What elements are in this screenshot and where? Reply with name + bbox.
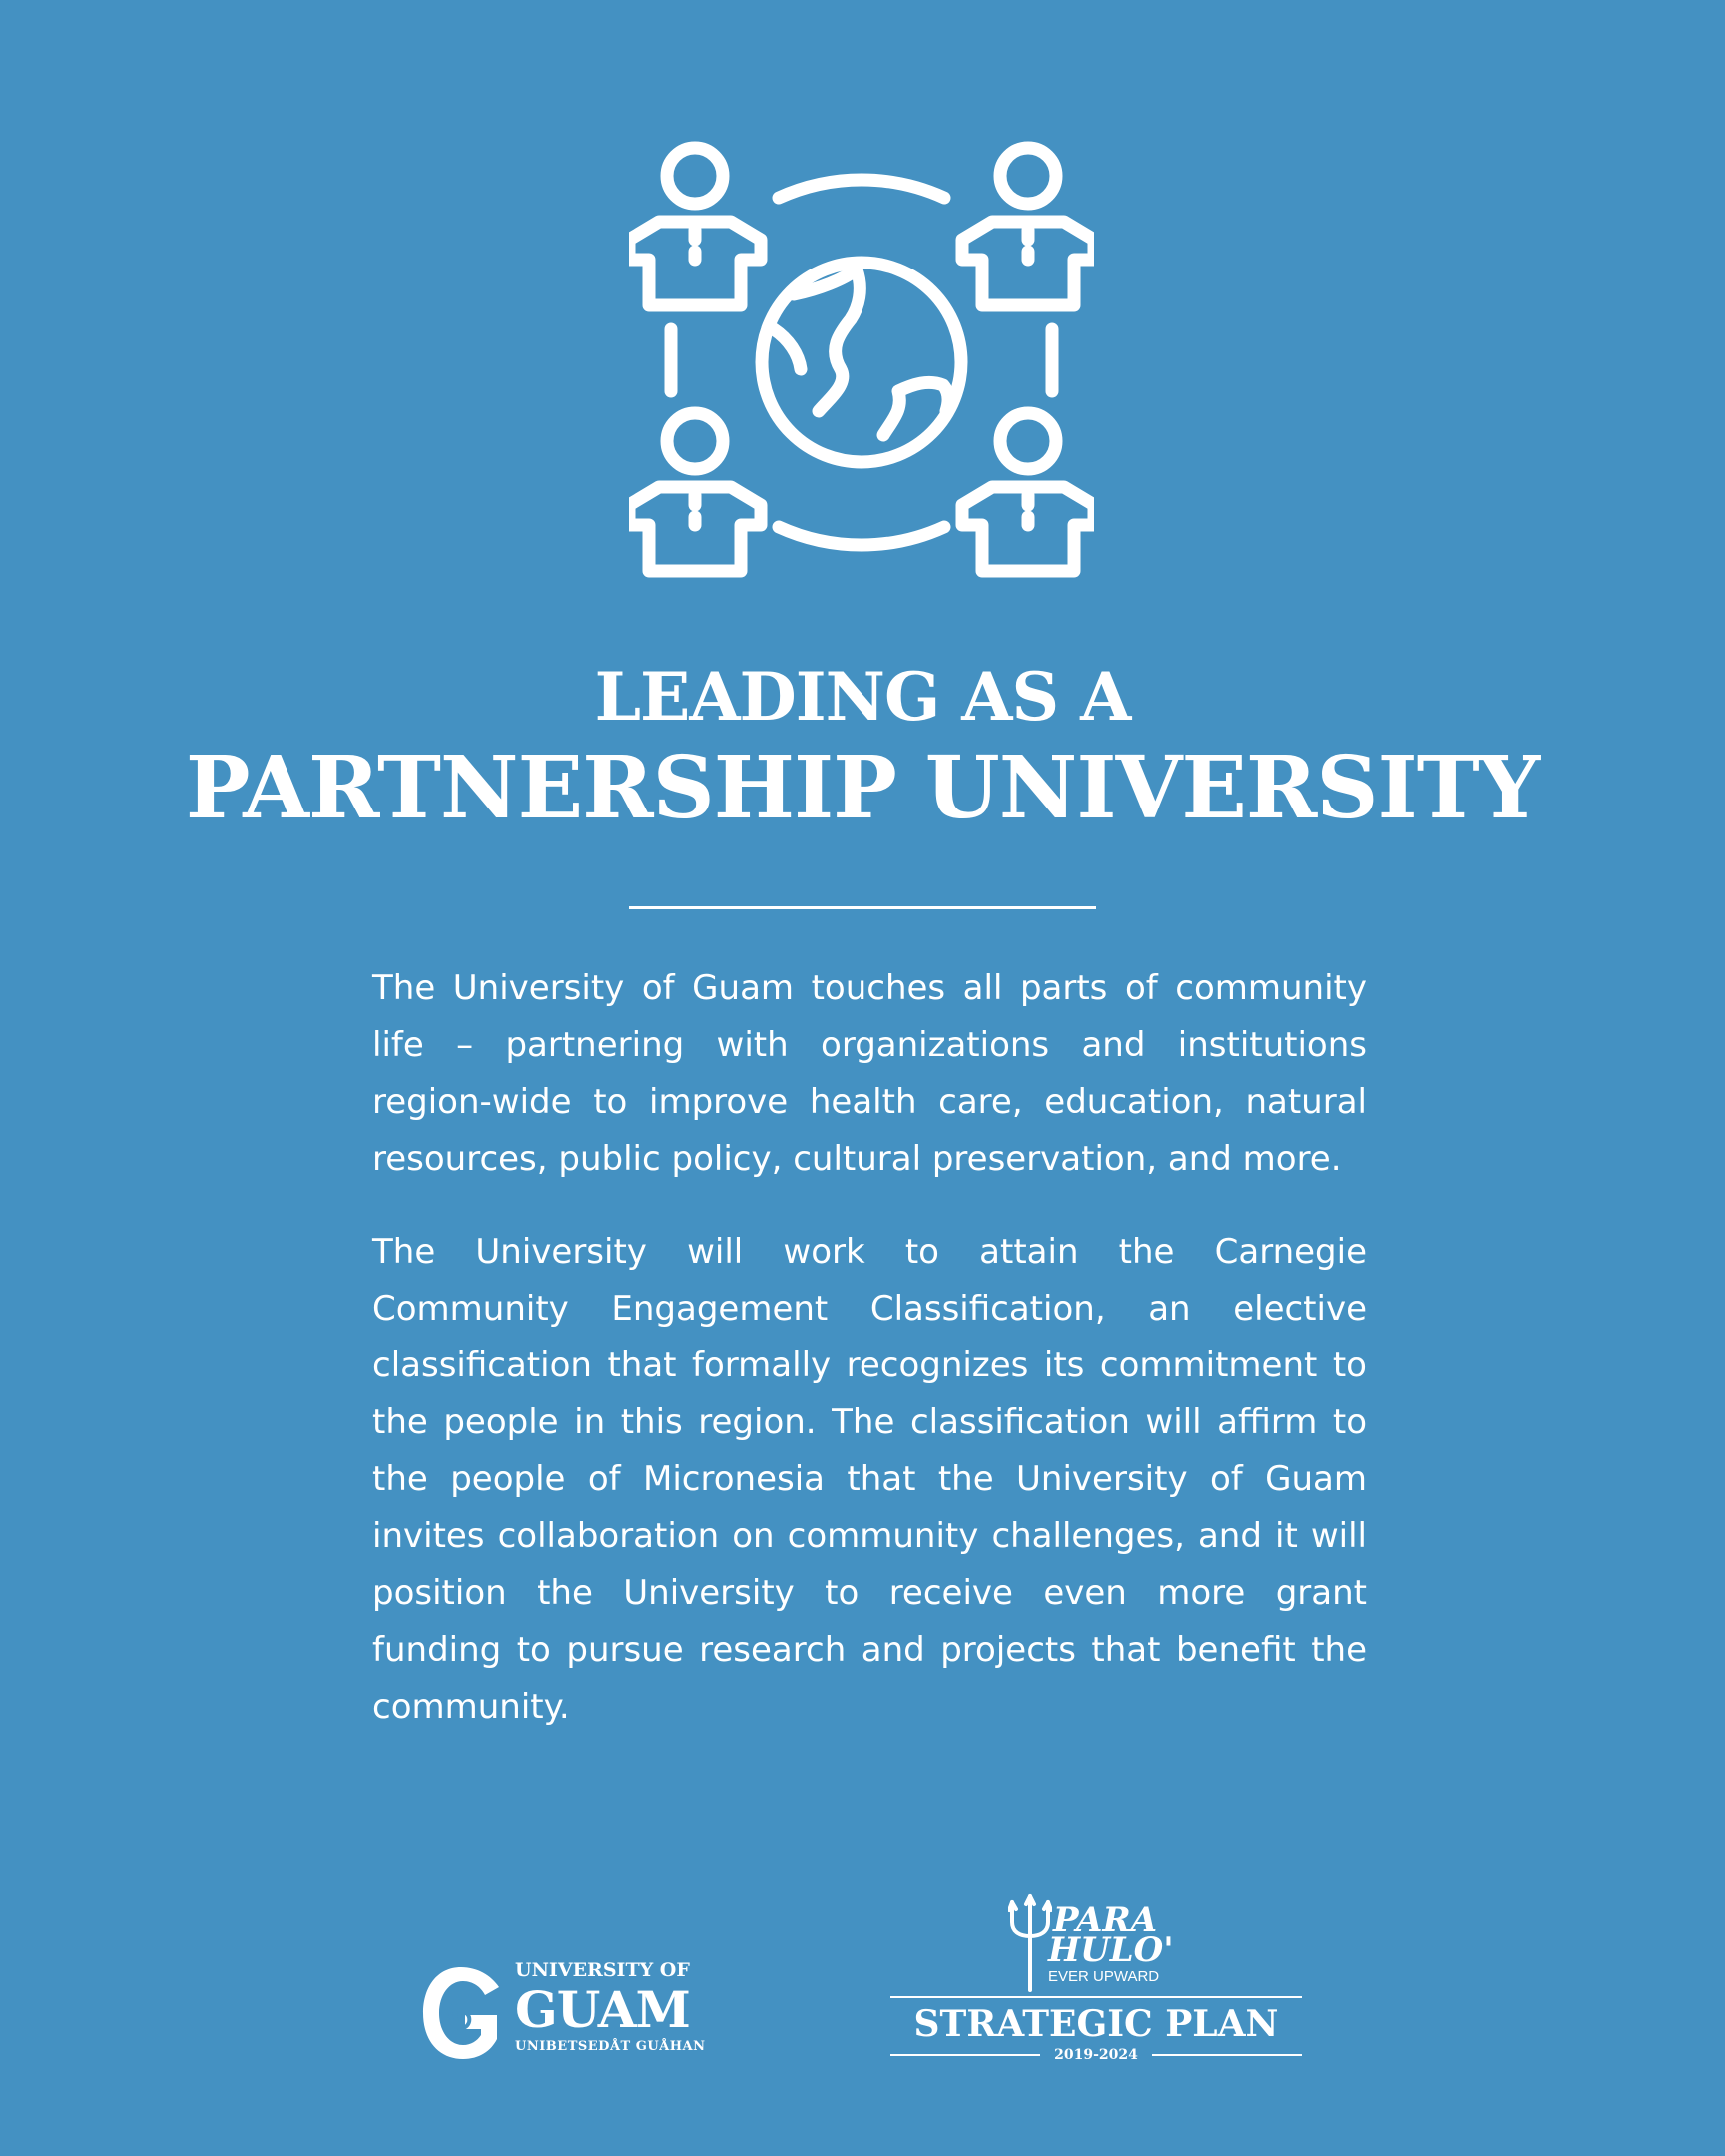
body-paragraph-2: The University will work to attain the Carnegie Community Engagement Classification, an elective classification that formally recognizes its commitment to the people in this region. The classification will affirm to the people of Micronesia that the University of Guam invites collaboration on community challenges, and it will position the University to receive even more grant funding to pursue research and projects that benefit the community. [372, 1232, 1367, 1727]
strategic-plan-label: STRATEGIC PLAN [913, 2003, 1279, 2045]
people-around-globe-icon [629, 130, 1094, 589]
plan-years: 2019-2024 [1054, 2047, 1138, 2063]
uog-line-3: UNIBETSEDÅT GUÅHAN [515, 2039, 706, 2054]
plan-rule [890, 1996, 1302, 1998]
strategic-plan-logo [888, 1892, 1304, 2062]
trident-icon [1008, 1892, 1052, 1992]
para-word: PARA [1053, 1900, 1158, 1940]
uog-wordmark [515, 1959, 706, 2055]
plan-years-rule-right [1152, 2054, 1302, 2056]
body-text [372, 960, 1367, 1772]
page-title [0, 657, 1725, 840]
university-of-guam-logo [419, 1959, 709, 2063]
body-paragraph-1: The University of Guam touches all parts of community life – partnering with organizations and institutions region-wide to improve health care, education, natural resources, public policy, cultural preservation, and more. [372, 968, 1367, 1179]
ever-upward-tagline: EVER UPWARD [1048, 1968, 1160, 1985]
plan-years-row [890, 2046, 1302, 2064]
title-divider [629, 906, 1096, 909]
uog-line-1: UNIVERSITY OF [515, 1959, 690, 1981]
uog-line-2: GUAM [515, 1980, 690, 2039]
uog-g-shell-logo [419, 1963, 503, 2063]
title-line-2: PARTNERSHIP UNIVERSITY [185, 738, 1540, 838]
title-line-1: LEADING AS A [594, 658, 1131, 736]
hulo-word: HULO' [1048, 1930, 1174, 1970]
